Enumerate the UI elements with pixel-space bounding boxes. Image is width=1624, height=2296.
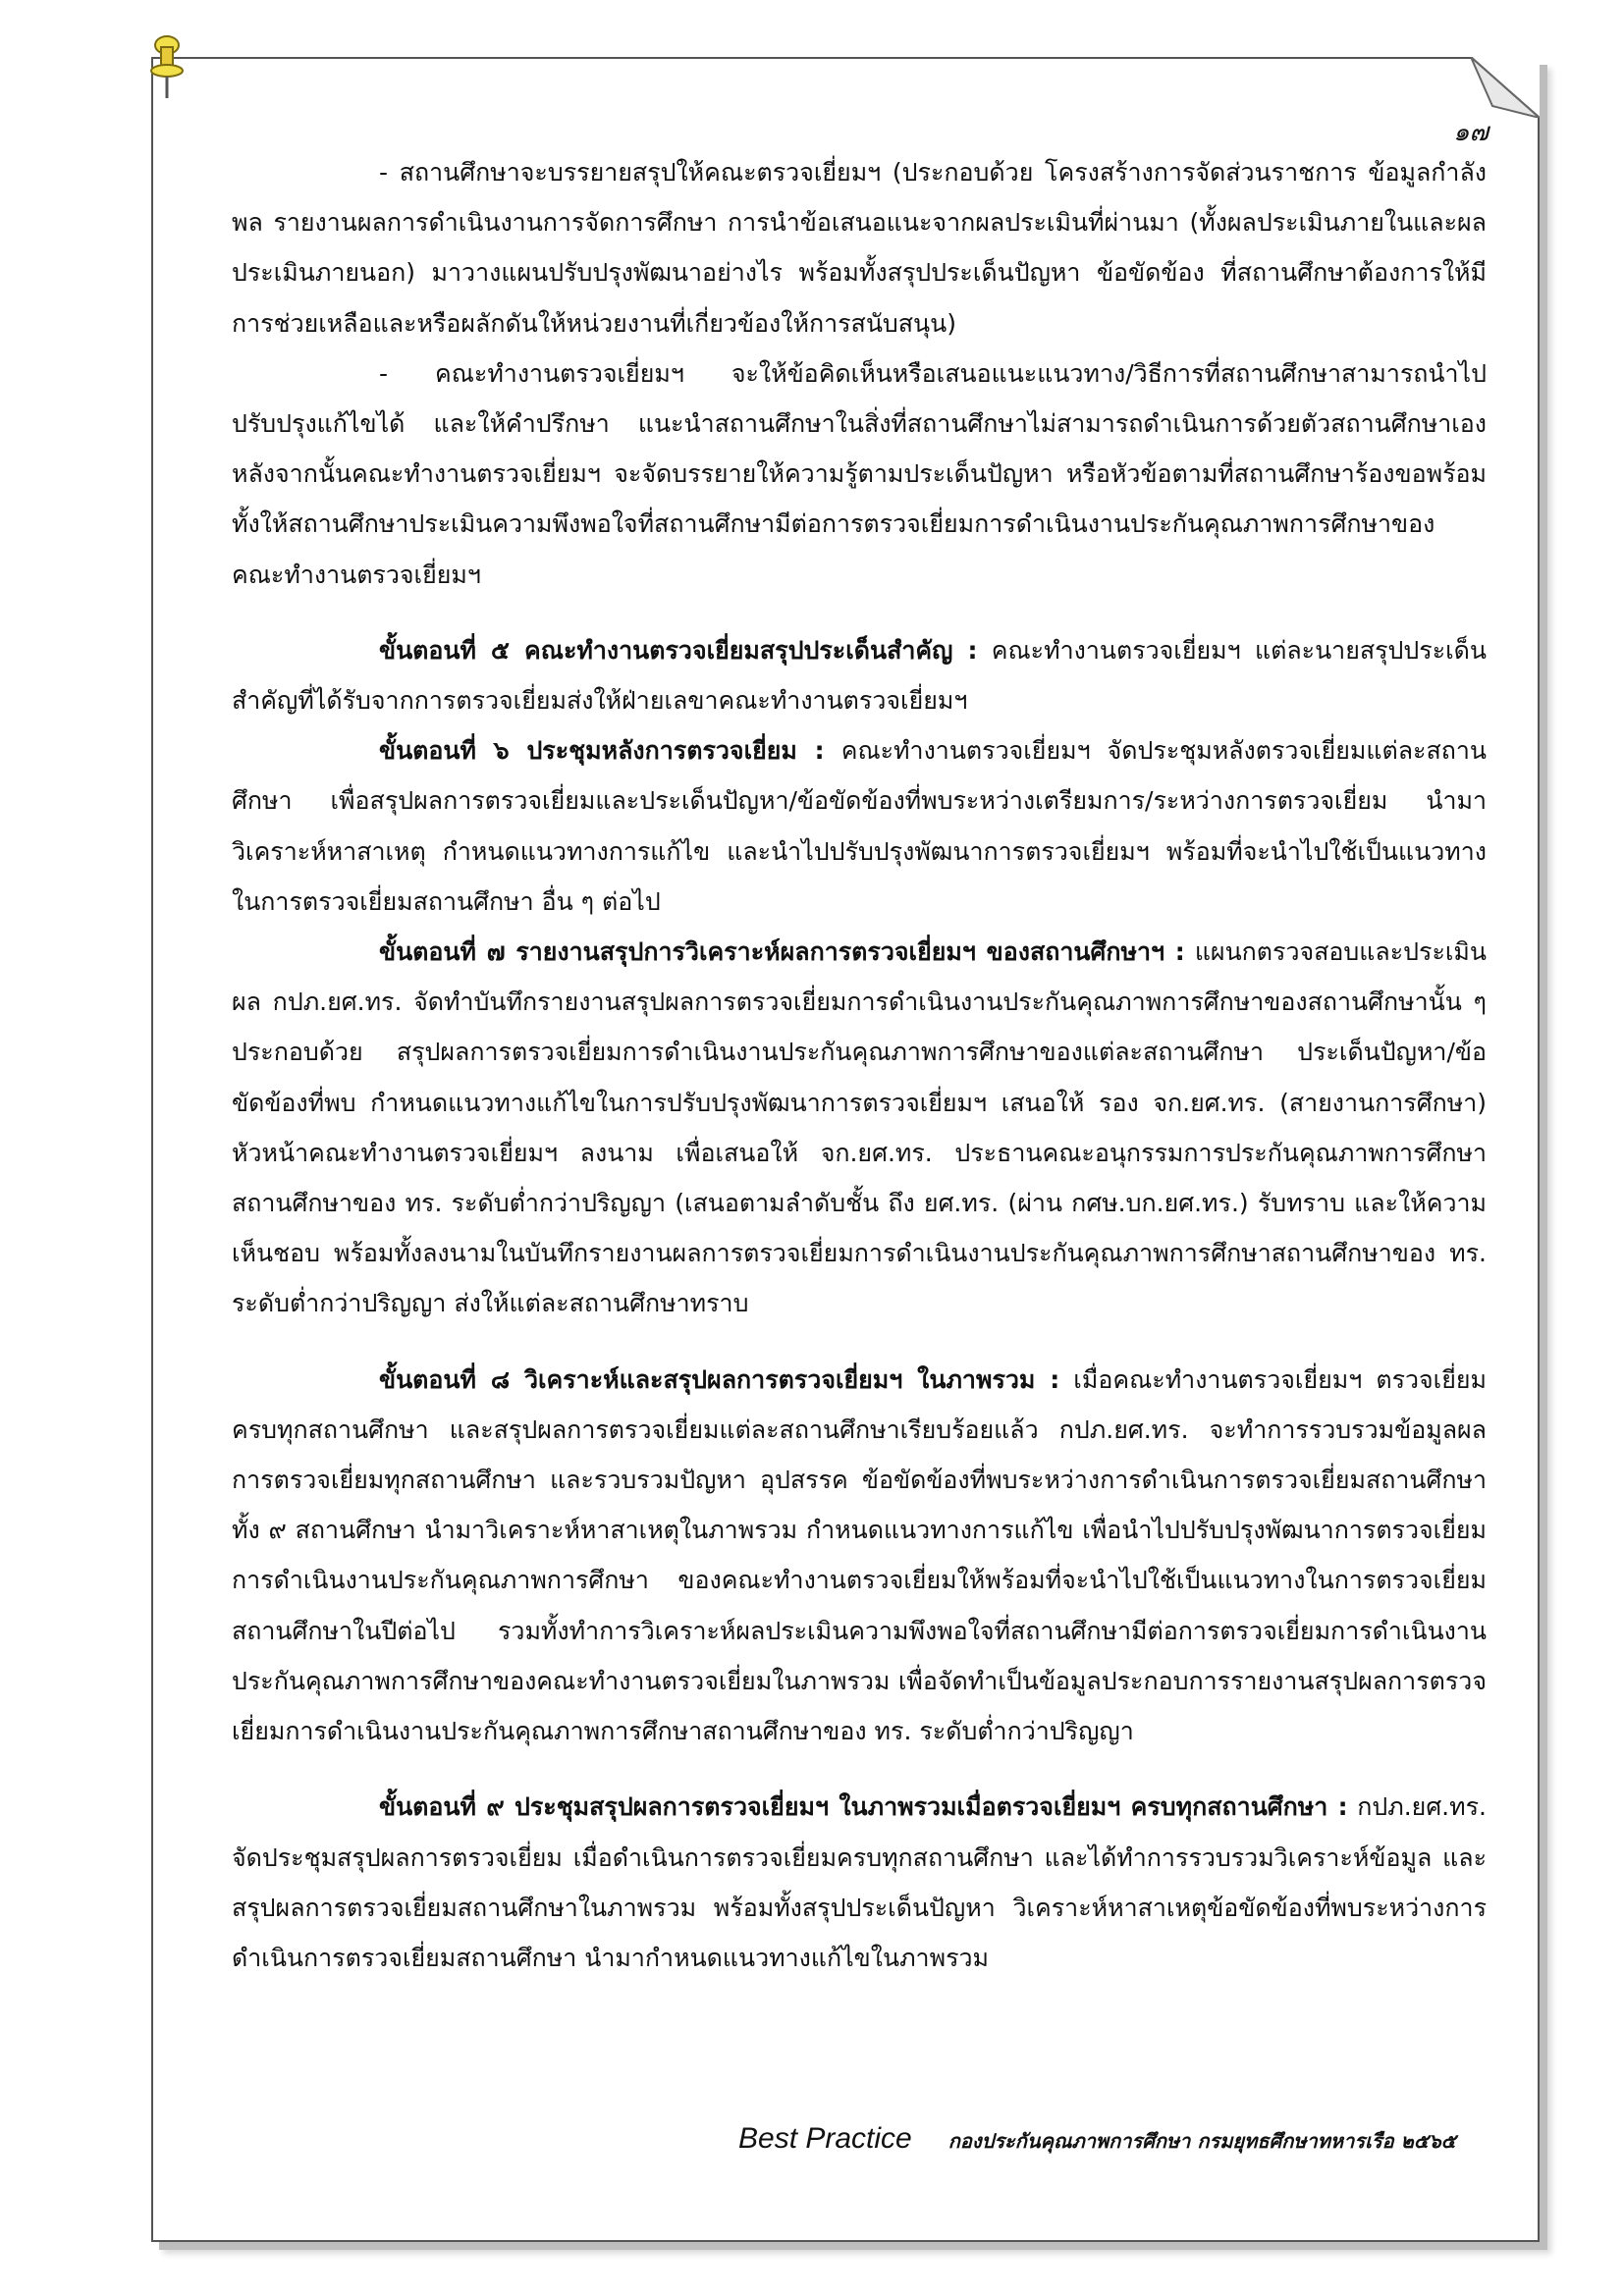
- paragraph-step-6: [232, 725, 1487, 927]
- paragraph-text: กปภ.ยศ.ทร. จัดประชุมสรุปผลการตรวจเยี่ยม เมื่อดำเนินการตรวจเยี่ยมครบทุกสถานศึกษา และได้ทำการรวบรวมวิเคราะห์ข้อมูล และสรุปผลการตรวจเยี่ยมสถานศึกษาในภาพรวม พร้อมทั้งสรุปประเด็นปัญหา วิเคราะห์หาสาเหตุข้อขัดข้องที่พบระหว่างการดำเนินการตรวจเยี่ยมสถานศึกษา นำมากำหนดแนวทางแก้ไขในภาพรวม: [232, 1792, 1487, 1972]
- page-footer: [738, 2122, 1456, 2157]
- page-corner-fold-icon: [1471, 57, 1540, 118]
- paragraph-step-5: [232, 625, 1487, 725]
- page-number: ๑๗: [1452, 118, 1489, 147]
- thumbtack-pin-icon: [145, 33, 189, 102]
- document-body: [232, 147, 1487, 1983]
- step-title: ขั้นตอนที่ ๕ คณะทำงานตรวจเยี่ยมสรุปประเด็นสำคัญ :: [379, 635, 978, 665]
- step-title: ขั้นตอนที่ ๘ วิเคราะห์และสรุปผลการตรวจเยี่ยมฯ ในภาพรวม :: [379, 1364, 1060, 1394]
- step-title: ขั้นตอนที่ ๖ ประชุมหลังการตรวจเยี่ยม :: [379, 736, 825, 766]
- paragraph-step-7: [232, 927, 1487, 1329]
- paragraph-advice: [232, 348, 1487, 600]
- paragraph-briefing: [232, 147, 1487, 348]
- paragraph-text: - คณะทำงานตรวจเยี่ยมฯ จะให้ข้อคิดเห็นหรือเสนอแนะแนวทาง/วิธีการที่สถานศึกษาสามารถนำไปปรับปรุงแก้ไขได้ และให้คำปรึกษา แนะนำสถานศึกษาในสิ่งที่สถานศึกษาไม่สามารถดำเนินการด้วยตัวสถานศึกษาเอง หลังจากนั้นคณะทำงานตรวจเยี่ยมฯ จะจัดบรรยายให้ความรู้ตามประเด็นปัญหา หรือหัวข้อตามที่สถานศึกษาร้องขอพร้อมทั้งให้สถานศึกษาประเมินความพึงพอใจที่สถานศึกษามีต่อการตรวจเยี่ยมการดำเนินงานประกันคุณภาพการศึกษาของคณะทำงานตรวจเยี่ยมฯ: [232, 358, 1487, 589]
- paragraph-text: คณะทำงานตรวจเยี่ยมฯ แต่ละนายสรุปประเด็นสำคัญที่ได้รับจากการตรวจเยี่ยมส่งให้ฝ่ายเลขาคณะทำงานตรวจเยี่ยมฯ: [232, 635, 1487, 716]
- footer-best-practice-label: Best Practice: [738, 2122, 912, 2155]
- paragraph-step-8: [232, 1355, 1487, 1757]
- paragraph-text: เมื่อคณะทำงานตรวจเยี่ยมฯ ตรวจเยี่ยมครบทุกสถานศึกษา และสรุปผลการตรวจเยี่ยมแต่ละสถานศึกษาเรียบร้อยแล้ว กปภ.ยศ.ทร. จะทำการรวบรวมข้อมูลผลการตรวจเยี่ยมทุกสถานศึกษา และรวบรวมปัญหา อุปสรรค ข้อขัดข้องที่พบระหว่างการดำเนินการตรวจเยี่ยมสถานศึกษาทั้ง ๙ สถานศึกษา นำมาวิเคราะห์หาสาเหตุในภาพรวม กำหนดแนวทางการแก้ไข เพื่อนำไปปรับปรุงพัฒนาการตรวจเยี่ยมการดำเนินงานประกันคุณภาพการศึกษา ของคณะทำงานตรวจเยี่ยมให้พร้อมที่จะนำไปใช้เป็นแนวทางในการตรวจเยี่ยมสถานศึกษาในปีต่อไป รวมทั้งทำการวิเคราะห์ผลประเมินความพึงพอใจที่สถานศึกษามีต่อการตรวจเยี่ยมการดำเนินงานประกันคุณภาพการศึกษาของคณะทำงานตรวจเยี่ยมในภาพรวม เพื่อจัดทำเป็นข้อมูลประกอบการรายงานสรุปผลการตรวจเยี่ยมการดำเนินงานประกันคุณภาพการศึกษาสถานศึกษาของ ทร. ระดับต่ำกว่าปริญญา: [232, 1364, 1487, 1746]
- paragraph-text: คณะทำงานตรวจเยี่ยมฯ จัดประชุมหลังตรวจเยี่ยมแต่ละสถานศึกษา เพื่อสรุปผลการตรวจเยี่ยมและประเด็นปัญหา/ข้อขัดข้องที่พบระหว่างเตรียมการ/ระหว่างการตรวจเยี่ยม นำมาวิเคราะห์หาสาเหตุ กำหนดแนวทางการแก้ไข และนำไปปรับปรุงพัฒนาการตรวจเยี่ยมฯ พร้อมที่จะนำไปใช้เป็นแนวทางในการตรวจเยี่ยมสถานศึกษา อื่น ๆ ต่อไป: [232, 736, 1488, 916]
- step-title: ขั้นตอนที่ ๗ รายงานสรุปการวิเคราะห์ผลการตรวจเยี่ยมฯ ของสถานศึกษาฯ :: [379, 937, 1185, 967]
- paragraph-text: แผนกตรวจสอบและประเมินผล กปภ.ยศ.ทร. จัดทำบันทึกรายงานสรุปผลการตรวจเยี่ยมการดำเนินงานประกันคุณภาพการศึกษาของสถานศึกษานั้น ๆ ประกอบด้วย สรุปผลการตรวจเยี่ยมการดำเนินงานประกันคุณภาพการศึกษาของแต่ละสถานศึกษา ประเด็นปัญหา/ข้อขัดข้องที่พบ กำหนดแนวทางแก้ไขในการปรับปรุงพัฒนาการตรวจเยี่ยมฯ เสนอให้ รอง จก.ยศ.ทร. (สายงานการศึกษา) หัวหน้าคณะทำงานตรวจเยี่ยมฯ ลงนาม เพื่อเสนอให้ จก.ยศ.ทร. ประธานคณะอนุกรรมการประกันคุณภาพการศึกษาสถานศึกษาของ ทร. ระดับต่ำกว่าปริญญา (เสนอตามลำดับชั้น ถึง ยศ.ทร. (ผ่าน กศษ.บก.ยศ.ทร.) รับทราบ และให้ความเห็นชอบ พร้อมทั้งลงนามในบันทึกรายงานผลการตรวจเยี่ยมการดำเนินงานประกันคุณภาพการศึกษาสถานศึกษาของ ทร. ระดับต่ำกว่าปริญญา ส่งให้แต่ละสถานศึกษาทราบ: [232, 937, 1487, 1318]
- step-title: ขั้นตอนที่ ๙ ประชุมสรุปผลการตรวจเยี่ยมฯ ในภาพรวมเมื่อตรวจเยี่ยมฯ ครบทุกสถานศึกษา :: [379, 1792, 1348, 1822]
- paragraph-step-9: [232, 1782, 1487, 1983]
- paragraph-text: - สถานศึกษาจะบรรยายสรุปให้คณะตรวจเยี่ยมฯ (ประกอบด้วย โครงสร้างการจัดส่วนราชการ ข้อมูลกำลังพล รายงานผลการดำเนินงานการจัดการศึกษา การนำข้อเสนอแนะจากผลประเมินที่ผ่านมา (ทั้งผลประเมินภายในและผลประเมินภายนอก) มาวางแผนปรับปรุงพัฒนาอย่างไร พร้อมทั้งสรุปประเด็นปัญหา ข้อขัดข้อง ที่สถานศึกษาต้องการให้มีการช่วยเหลือและหรือผลักดันให้หน่วยงานที่เกี่ยวข้องให้การสนับสนุน): [232, 158, 1487, 338]
- footer-organization: กองประกันคุณภาพการศึกษา กรมยุทธศึกษาทหารเรือ ๒๕๖๕: [947, 2129, 1456, 2153]
